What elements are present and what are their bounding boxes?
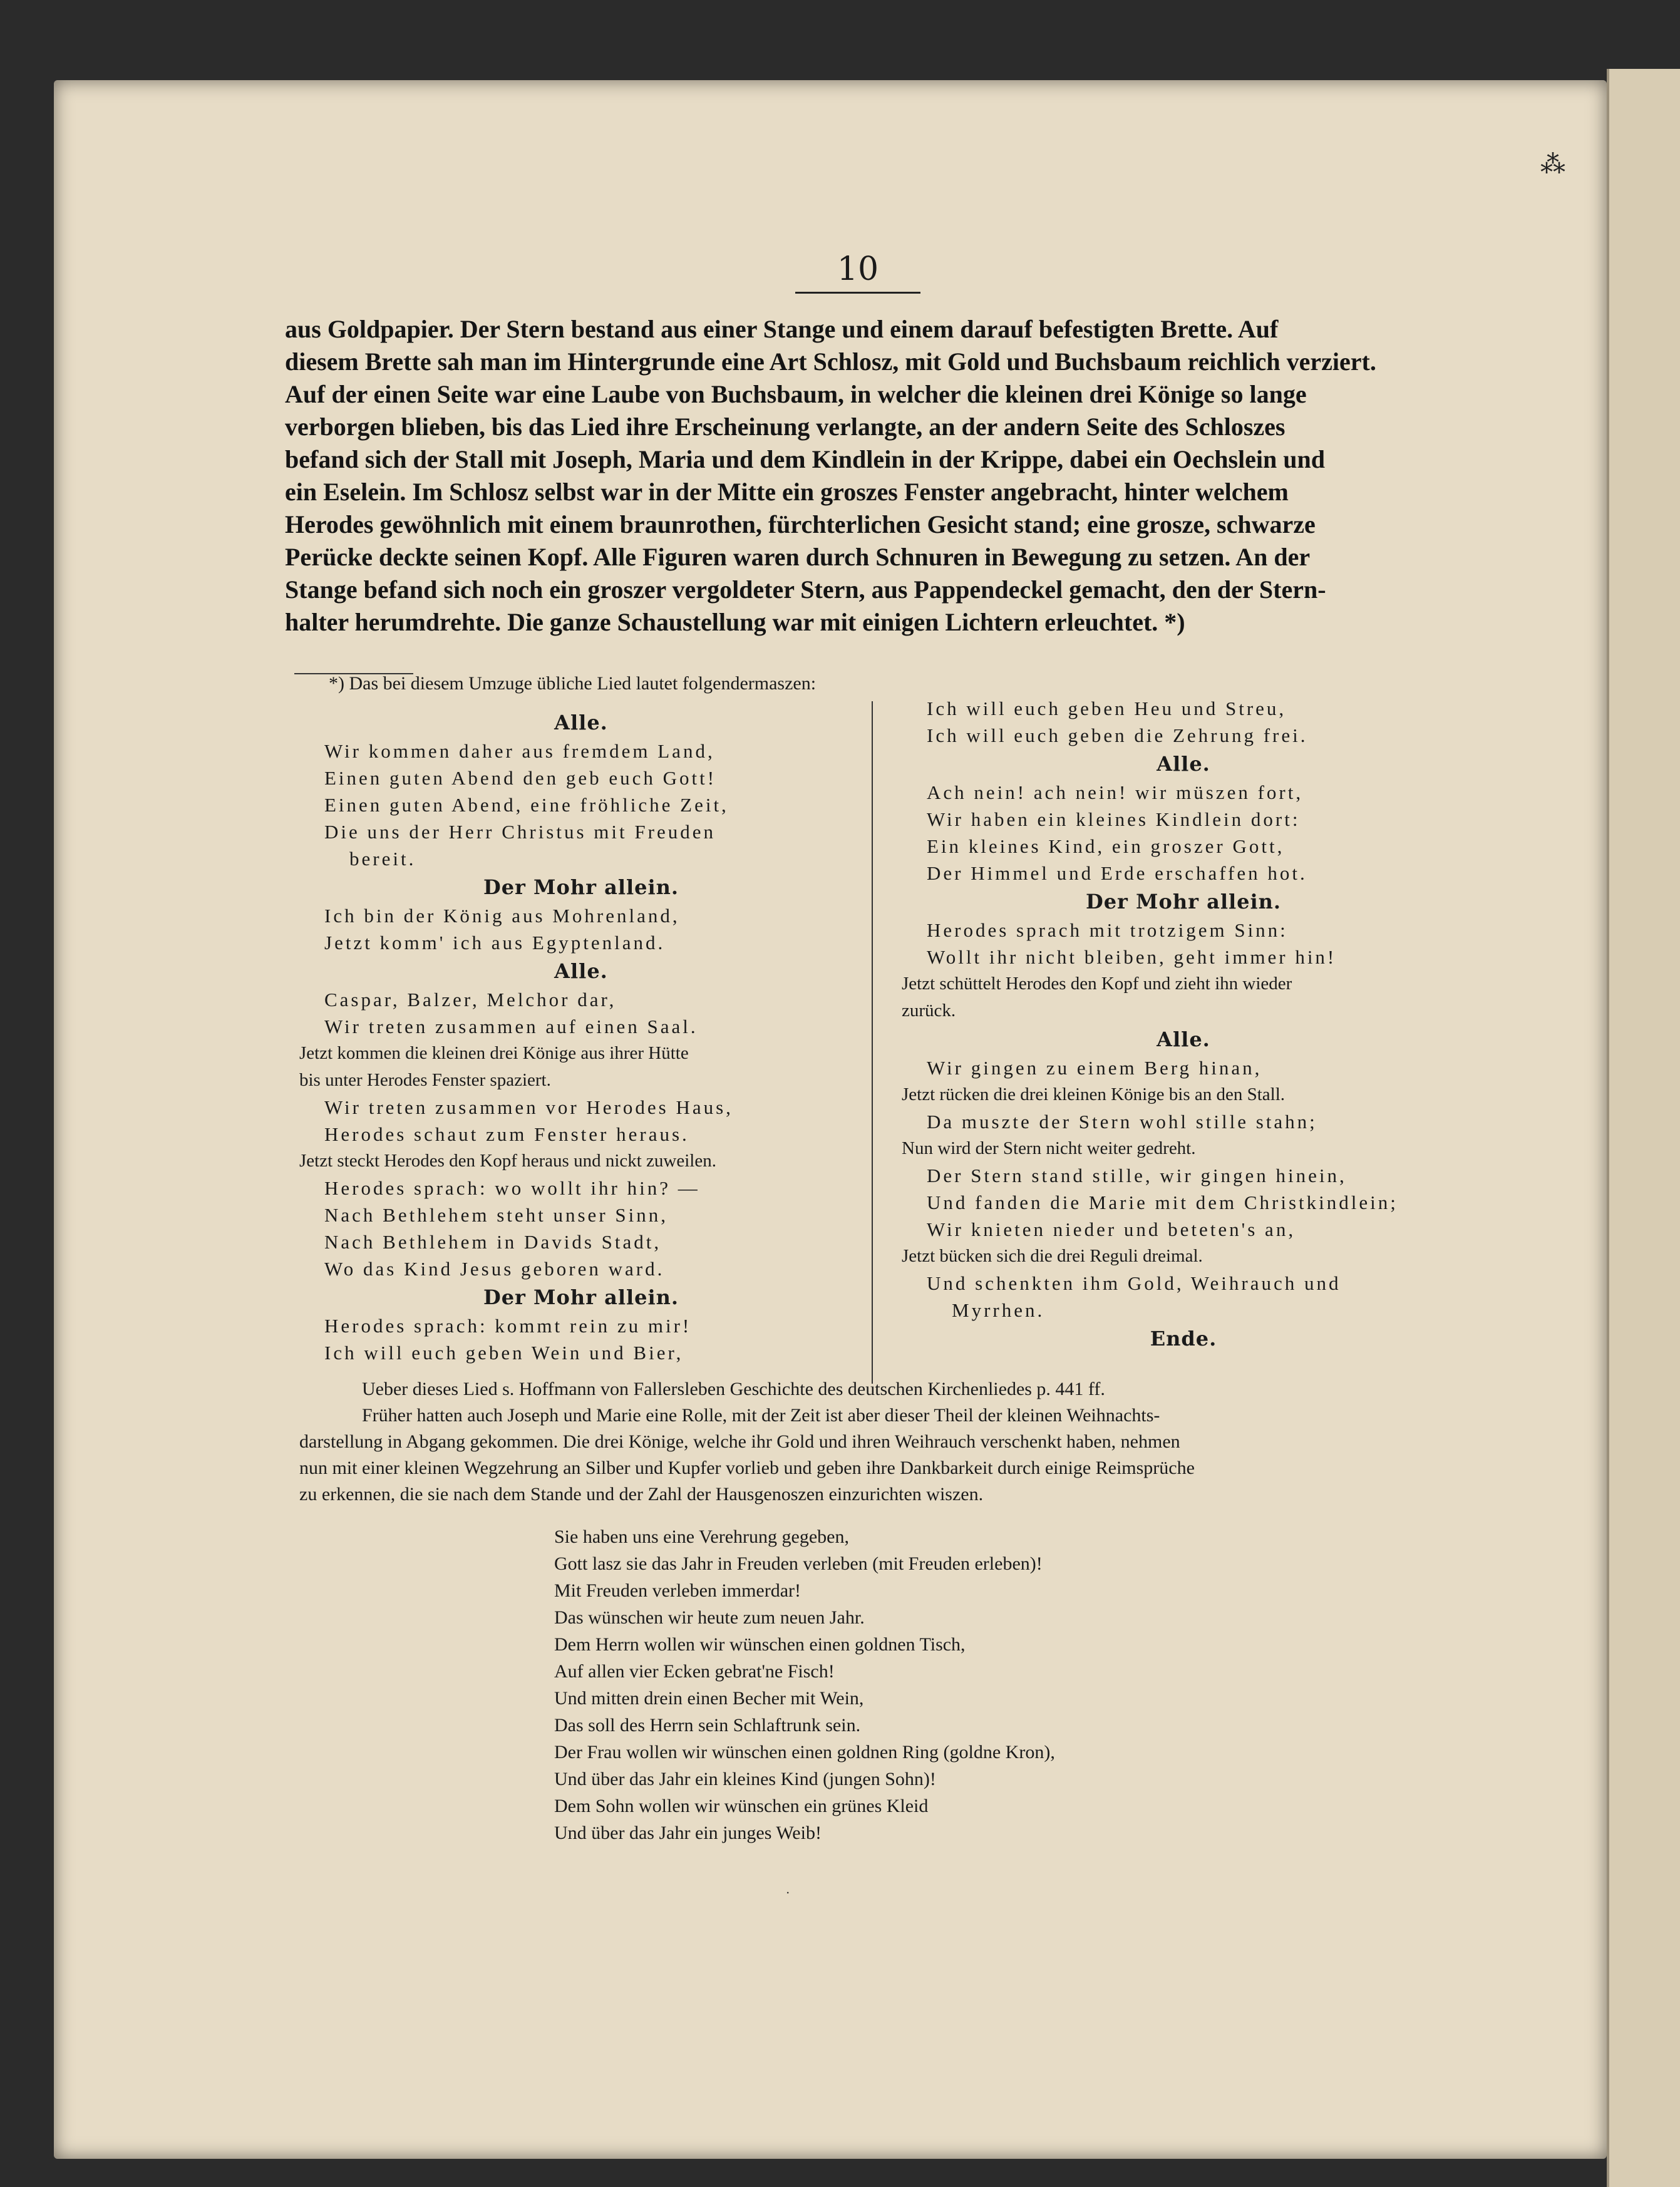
- song-verse-line: Die uns der Herr Christus mit Freuden: [324, 821, 716, 843]
- song-verse-line: Ich will euch geben die Zehrung frei.: [927, 724, 1308, 746]
- song-speaker-heading: Der Mohr allein.: [483, 1285, 679, 1309]
- song-speaker-heading: Ende.: [1150, 1327, 1217, 1351]
- song-verse-line: Caspar, Balzer, Melchor dar,: [324, 989, 617, 1011]
- song-right-column: [902, 695, 1465, 1354]
- corner-mark: ⁂: [1540, 150, 1565, 179]
- song-left-column: [299, 708, 863, 1366]
- song-verse-line: Wo das Kind Jesus geboren ward.: [324, 1258, 665, 1280]
- verse-line: Dem Sohn wollen wir wünschen ein grünes Kleid: [554, 1796, 929, 1816]
- song-speaker-heading: Alle.: [1157, 752, 1210, 776]
- verse-line: Mit Freuden verleben immerdar!: [554, 1580, 801, 1601]
- song-verse-line: Ich will euch geben Wein und Bier,: [324, 1342, 684, 1364]
- song-verse-line: Einen guten Abend, eine fröhliche Zeit,: [324, 794, 729, 816]
- song-verse-line: Myrrhen.: [952, 1299, 1045, 1321]
- song-verse-line: Ach nein! ach nein! wir müszen fort,: [927, 781, 1304, 803]
- paragraph-line: verborgen blieben, bis das Lied ihre Erscheinung verlangte, an der andern Seite des Schloszes: [285, 413, 1286, 441]
- stage-direction: bis unter Herodes Fenster spaziert.: [299, 1070, 551, 1090]
- song-verse-line: Ich bin der König aus Mohrenland,: [324, 905, 680, 927]
- verse-line: Das wünschen wir heute zum neuen Jahr.: [554, 1607, 865, 1628]
- stage-direction: zurück.: [902, 1001, 956, 1021]
- paragraph-line: halter herumdrehte. Die ganze Schaustellung war mit einigen Lichtern erleuchtet. *): [285, 608, 1185, 636]
- song-speaker-heading: Alle.: [1157, 1027, 1210, 1051]
- song-verse-line: Ein kleines Kind, ein groszer Gott,: [927, 835, 1285, 857]
- paragraph-line: befand sich der Stall mit Joseph, Maria und dem Kindlein in der Krippe, dabei ein Oechslein und: [285, 445, 1325, 473]
- song-speaker-heading: Der Mohr allein.: [483, 875, 679, 899]
- new-year-verse: [554, 1523, 1306, 1846]
- song-verse-line: Wir knieten nieder und beteten's an,: [927, 1218, 1296, 1240]
- page-number: 10: [837, 250, 879, 288]
- song-verse-line: Ich will euch geben Heu und Streu,: [927, 697, 1287, 719]
- song-speaker-heading: Alle.: [554, 959, 608, 983]
- song-verse-line: Wir kommen daher aus fremdem Land,: [324, 740, 715, 762]
- song-verse-line: Herodes sprach: wo wollt ihr hin? —: [324, 1177, 700, 1199]
- verse-line: Auf allen vier Ecken gebrat'ne Fisch!: [554, 1661, 835, 1682]
- stage-direction: Jetzt steckt Herodes den Kopf heraus und nickt zuweilen.: [299, 1151, 716, 1171]
- song-speaker-heading: Alle.: [554, 711, 608, 734]
- note-line: nun mit einer kleinen Wegzehrung an Silber und Kupfer vorlieb und geben ihre Dankbarkeit durch einige Reimsprüche: [299, 1458, 1195, 1478]
- stage-direction: Jetzt kommen die kleinen drei Könige aus ihrer Hütte: [299, 1043, 689, 1063]
- paragraph-line: Herodes gewöhnlich mit einem braunrothen, fürchterlichen Gesicht stand; eine grosze, schwarze: [285, 510, 1316, 538]
- paragraph-line: ein Eselein. Im Schlosz selbst war in der Mitte ein groszes Fenster angebracht, hinter welchem: [285, 478, 1289, 506]
- paragraph-line: Stange befand sich noch ein groszer vergoldeter Stern, aus Pappendeckel gemacht, den der Stern-: [285, 575, 1326, 604]
- stage-direction: Nun wird der Stern nicht weiter gedreht.: [902, 1138, 1196, 1158]
- song-verse-line: Jetzt komm' ich aus Egyptenland.: [324, 932, 666, 954]
- song-verse-line: Herodes sprach: kommt rein zu mir!: [324, 1315, 692, 1337]
- paragraph-line: aus Goldpapier. Der Stern bestand aus einer Stange und einem darauf befestigten Brette. Auf: [285, 315, 1279, 343]
- song-verse-line: Nach Bethlehem in Davids Stadt,: [324, 1231, 662, 1253]
- verse-line: Der Frau wollen wir wünschen einen goldnen Ring (goldne Kron),: [554, 1742, 1055, 1762]
- verse-line: Dem Herrn wollen wir wünschen einen goldnen Tisch,: [554, 1634, 966, 1655]
- stage-direction: Jetzt rücken die drei kleinen Könige bis an den Stall.: [902, 1084, 1286, 1104]
- song-verse-line: Der Stern stand stille, wir gingen hinein,: [927, 1165, 1347, 1186]
- song-speaker-heading: Der Mohr allein.: [1085, 890, 1282, 913]
- paragraph-line: diesem Brette sah man im Hintergrunde eine Art Schlosz, mit Gold und Buchsbaum reichlich verziert.: [285, 347, 1376, 376]
- song-verse-line: Und schenkten ihm Gold, Weihrauch und: [927, 1272, 1341, 1294]
- song-verse-line: bereit.: [349, 848, 416, 870]
- note-line: zu erkennen, die sie nach dem Stande und der Zahl der Hausgenoszen einzurichten wiszen.: [299, 1484, 984, 1505]
- stage-direction: Jetzt bücken sich die drei Reguli dreimal.: [902, 1246, 1203, 1266]
- footnote-intro: *) Das bei diesem Umzuge übliche Lied lautet folgendermaszen:: [329, 673, 817, 694]
- song-verse-line: Wir haben ein kleines Kindlein dort:: [927, 808, 1301, 830]
- song-verse-line: Der Himmel und Erde erschaffen hot.: [927, 862, 1307, 884]
- footnote-commentary: [299, 1376, 1464, 1508]
- column-divider: [872, 701, 873, 1384]
- song-verse-line: Wir treten zusammen vor Herodes Haus,: [324, 1096, 733, 1118]
- verse-line: Sie haben uns eine Verehrung gegeben,: [554, 1526, 849, 1547]
- song-verse-line: Wir treten zusammen auf einen Saal.: [324, 1016, 698, 1037]
- note-line: Ueber dieses Lied s. Hoffmann von Fallersleben Geschichte des deutschen Kirchenliedes p. 441 ff.: [362, 1379, 1105, 1399]
- song-verse-line: Wir gingen zu einem Berg hinan,: [927, 1057, 1262, 1079]
- verse-line: Gott lasz sie das Jahr in Freuden verleben (mit Freuden erleben)!: [554, 1553, 1043, 1574]
- note-line: darstellung in Abgang gekommen. Die drei Könige, welche ihr Gold und ihren Weihrauch verschenkt haben, nehmen: [299, 1431, 1180, 1452]
- verse-line: Und über das Jahr ein kleines Kind (jungen Sohn)!: [554, 1769, 936, 1789]
- song-verse-line: Herodes sprach mit trotzigem Sinn:: [927, 919, 1288, 941]
- verse-line: Und über das Jahr ein junges Weib!: [554, 1823, 822, 1843]
- song-verse-line: Nach Bethlehem steht unser Sinn,: [324, 1204, 668, 1226]
- next-page-edge: [1607, 69, 1680, 2187]
- paragraph-line: Perücke deckte seinen Kopf. Alle Figuren waren durch Schnuren in Bewegung zu setzen. An der: [285, 543, 1311, 571]
- verse-line: Und mitten drein einen Becher mit Wein,: [554, 1688, 864, 1709]
- song-verse-line: Einen guten Abend den geb euch Gott!: [324, 767, 717, 789]
- paragraph-line: Auf der einen Seite war eine Laube von Buchsbaum, in welcher die kleinen drei Könige so lange: [285, 380, 1307, 408]
- bottom-mark: .: [786, 1881, 790, 1896]
- verse-line: Das soll des Herrn sein Schlaftrunk sein.: [554, 1715, 861, 1736]
- song-verse-line: Da muszte der Stern wohl stille stahn;: [927, 1111, 1317, 1133]
- page-number-rule: [795, 292, 920, 294]
- main-paragraph: [285, 313, 1450, 639]
- song-verse-line: Wollt ihr nicht bleiben, geht immer hin!: [927, 946, 1337, 968]
- note-line: Früher hatten auch Joseph und Marie eine Rolle, mit der Zeit ist aber dieser Theil der kleinen Weihnachts-: [362, 1405, 1160, 1426]
- song-verse-line: Und fanden die Marie mit dem Christkindlein;: [927, 1191, 1398, 1213]
- stage-direction: Jetzt schüttelt Herodes den Kopf und zieht ihn wieder: [902, 974, 1292, 994]
- song-verse-line: Herodes schaut zum Fenster heraus.: [324, 1123, 689, 1145]
